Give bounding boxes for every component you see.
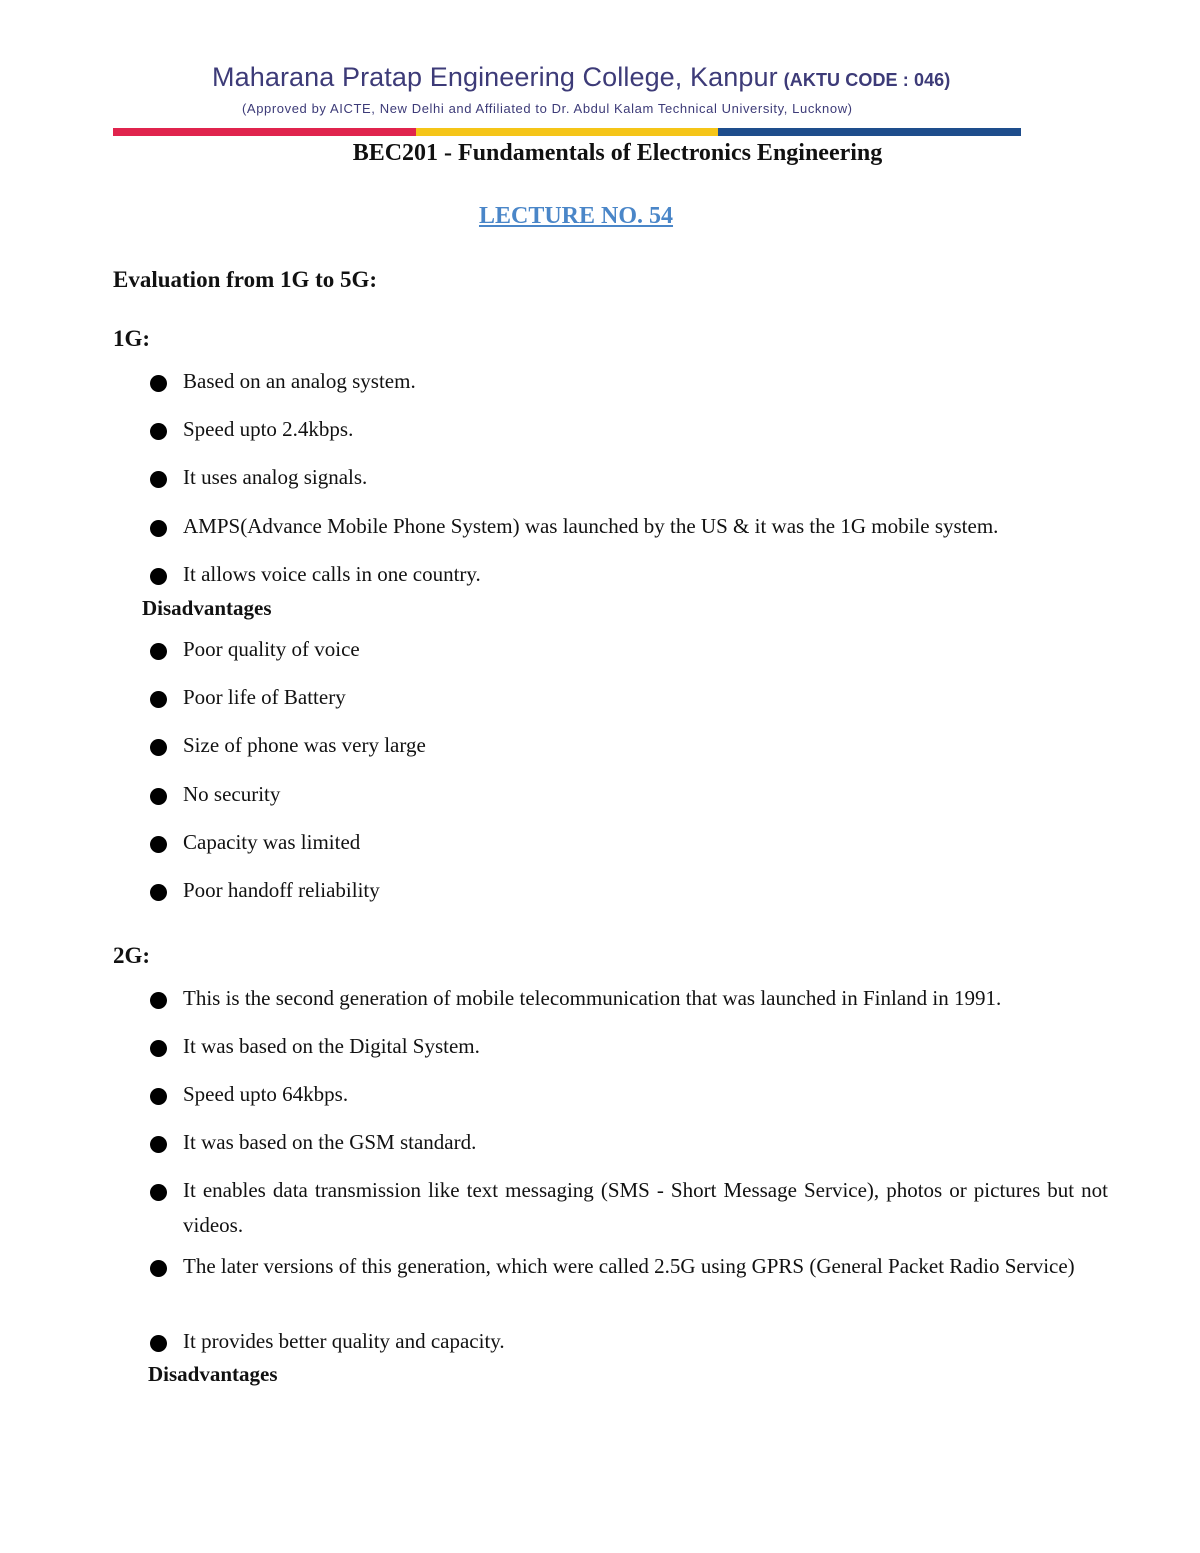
list-item: Size of phone was very large (150, 728, 1108, 763)
bullet-icon (150, 423, 167, 440)
list-item: Capacity was limited (150, 825, 1108, 860)
list-item: No security (150, 777, 1108, 812)
header-stripe-yellow (416, 128, 718, 136)
bullet-icon (150, 1184, 167, 1201)
bullet-icon (150, 643, 167, 660)
bullet-icon (150, 788, 167, 805)
list-item: Speed upto 64kbps. (150, 1077, 1108, 1112)
header-stripe-red (113, 128, 416, 136)
bullet-icon (150, 520, 167, 537)
bullet-icon (150, 691, 167, 708)
list-item: This is the second generation of mobile telecommunication that was launched in Finland in 1991. (150, 981, 1108, 1016)
bullet-icon (150, 836, 167, 853)
bullet-icon (150, 739, 167, 756)
list-item: It uses analog signals. (150, 460, 1108, 495)
gen1-heading: 1G: (113, 326, 151, 351)
bullet-icon (150, 471, 167, 488)
bullet-icon (150, 1260, 167, 1277)
college-affiliation: (Approved by AICTE, New Delhi and Affiliated to Dr. Abdul Kalam Technical University, Lucknow) (242, 101, 853, 116)
college-name: Maharana Pratap Engineering College, Kanpur (AKTU CODE : 046) (212, 62, 951, 92)
gen2-heading: 2G: (113, 943, 151, 968)
list-item: It provides better quality and capacity. (150, 1324, 1108, 1359)
list-item: AMPS(Advance Mobile Phone System) was launched by the US & it was the 1G mobile system. (150, 509, 1108, 544)
bullet-icon (150, 1335, 167, 1352)
list-item: Poor handoff reliability (150, 873, 1108, 908)
list-item: It enables data transmission like text messaging (SMS - Short Message Service), photos or pictures but not videos. (150, 1173, 1108, 1243)
bullet-icon (150, 992, 167, 1009)
list-item: It was based on the Digital System. (150, 1029, 1108, 1064)
header-stripe-blue (718, 128, 1021, 136)
bullet-icon (150, 1136, 167, 1153)
bullet-icon (150, 884, 167, 901)
list-item: Poor life of Battery (150, 680, 1108, 715)
gen2-disadvantages-heading: Disadvantages (148, 1362, 278, 1386)
list-item: It was based on the GSM standard. (150, 1125, 1108, 1160)
bullet-icon (150, 1040, 167, 1057)
gen1-disadvantages-heading: Disadvantages (142, 596, 272, 620)
bullet-icon (150, 568, 167, 585)
list-item: Based on an analog system. (150, 364, 1108, 399)
college-code: (AKTU CODE : 046) (783, 70, 951, 90)
list-item: The later versions of this generation, which were called 2.5G using GPRS (General Packet Radio Service) (150, 1249, 1108, 1284)
bullet-icon (150, 1088, 167, 1105)
lecture-number: LECTURE NO. 54 (478, 203, 674, 229)
list-item: Speed upto 2.4kbps. (150, 412, 1108, 447)
course-title: BEC201 - Fundamentals of Electronics Engineering (352, 140, 883, 166)
list-item: Poor quality of voice (150, 632, 1108, 667)
section-title: Evaluation from 1G to 5G: (113, 267, 378, 292)
list-item: It allows voice calls in one country. (150, 557, 1108, 592)
bullet-icon (150, 375, 167, 392)
